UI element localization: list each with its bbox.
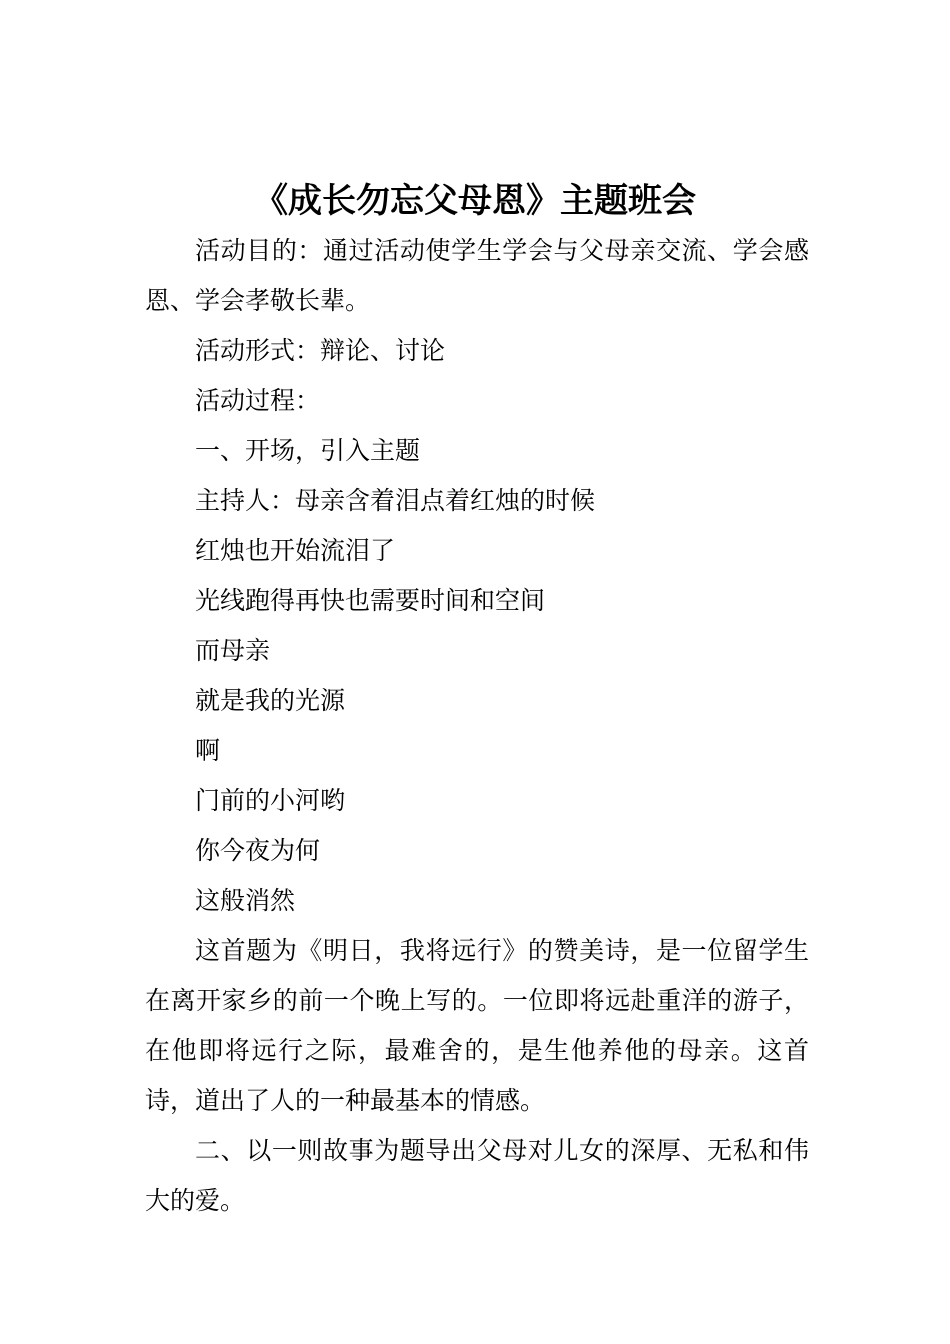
poem-line: 门前的小河哟 — [195, 786, 346, 815]
document-title: 《成长勿忘父母恩》主题班会 — [254, 181, 696, 221]
section-heading-2: 二、以一则故事为题导出父母对儿女的深厚、无私和伟大的爱。 — [145, 1136, 809, 1215]
poem-line: 你今夜为何 — [195, 836, 321, 865]
poem-line: 光线跑得再快也需要时间和空间 — [195, 586, 546, 615]
poem-line: 啊 — [195, 736, 221, 765]
paragraph-format: 活动形式：辩论、讨论 — [195, 336, 446, 365]
paragraph-poem-explanation: 这首题为《明日，我将远行》的赞美诗，是一位留学生在离开家乡的前一个晚上写的。一位即将远赴重洋的游子，在他即将远行之际，最难舍的，是生他养他的母亲。这首诗，道出了人的一种最基本的情感。 — [145, 936, 809, 1115]
section-heading-1: 一、开场，引入主题 — [195, 436, 421, 465]
poem-line: 红烛也开始流泪了 — [195, 536, 396, 565]
poem-line: 主持人：母亲含着泪点着红烛的时候 — [195, 486, 596, 515]
poem-line: 就是我的光源 — [195, 686, 346, 715]
document-body — [145, 226, 809, 1226]
poem-line: 而母亲 — [195, 636, 271, 665]
poem-line: 这般消然 — [195, 886, 296, 915]
paragraph-purpose: 活动目的：通过活动使学生学会与父母亲交流、学会感恩、学会孝敬长辈。 — [145, 236, 809, 315]
paragraph-process-heading: 活动过程： — [195, 386, 321, 415]
